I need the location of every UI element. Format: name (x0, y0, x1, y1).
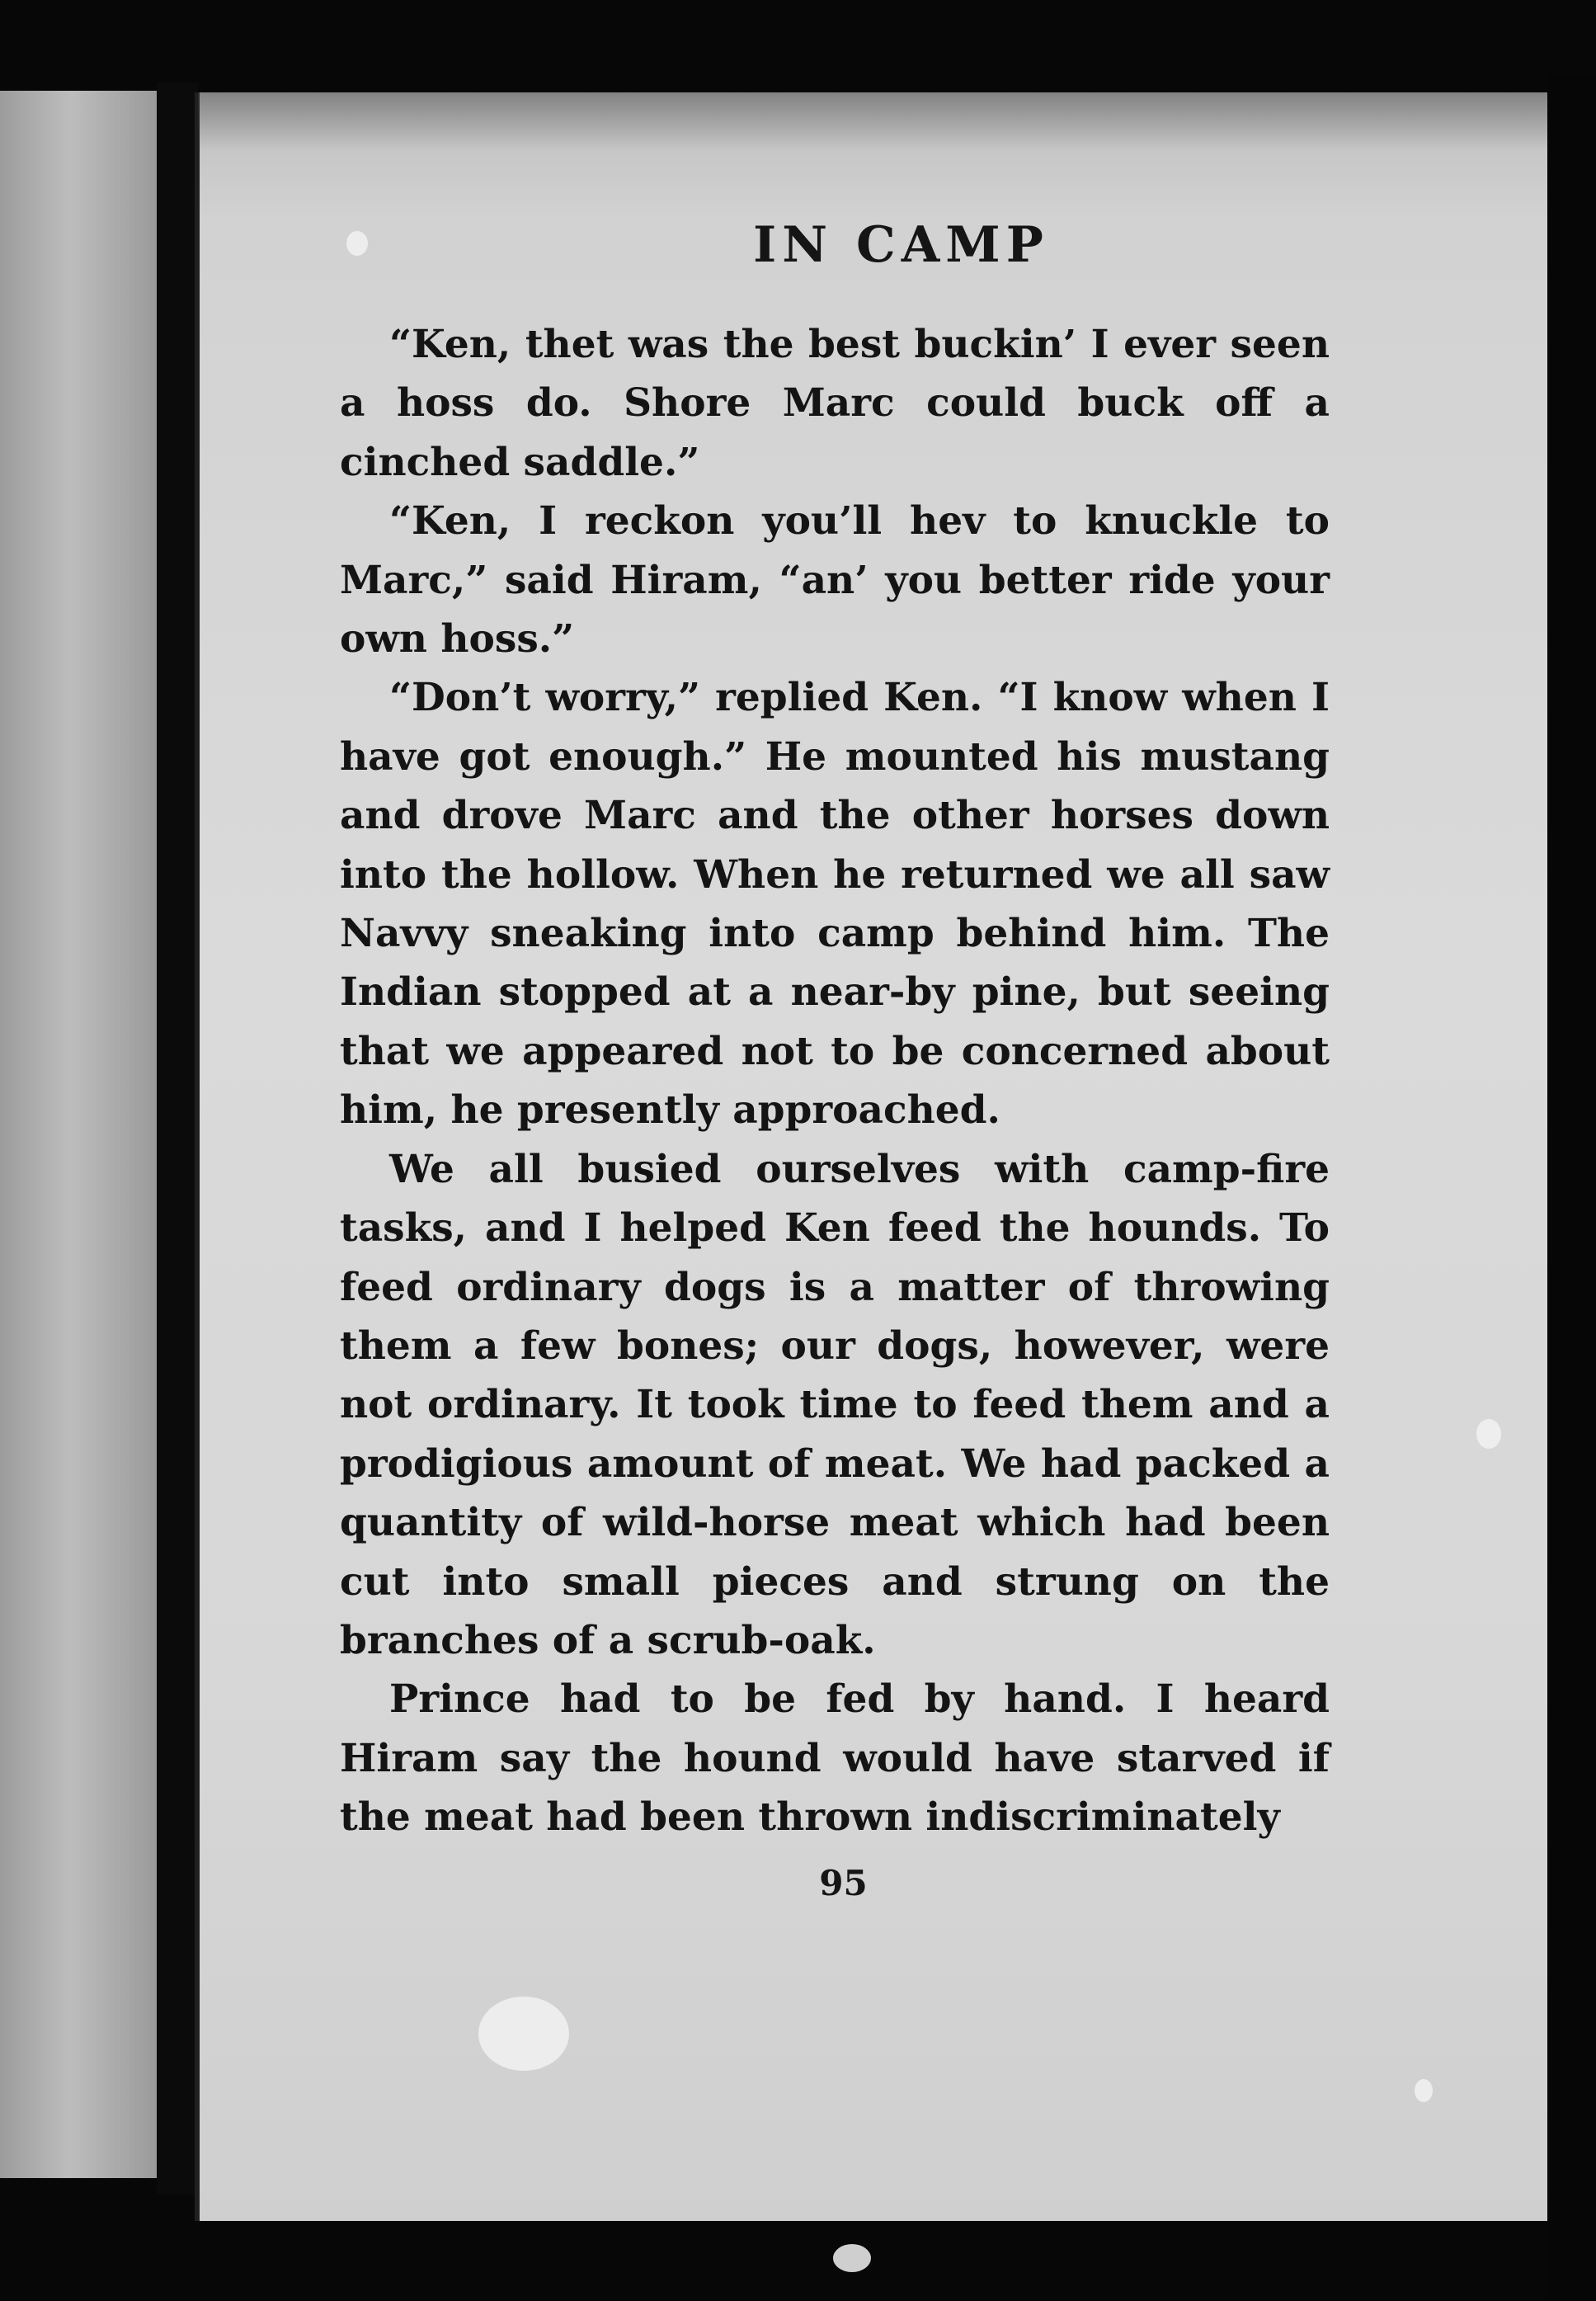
paragraph: “Ken, thet was the best buckin’ I ever seen a hoss do. Shore Marc could buck off a cinched saddle.” (340, 322, 1330, 485)
scan-dust-speck (1476, 1419, 1501, 1449)
body-text (340, 315, 1330, 1847)
running-head: IN CAMP (753, 216, 1049, 274)
paragraph: We all busied ourselves with camp-fire tasks, and I helped Ken feed the hounds. To feed ordinary dogs is a matter of throwing them a few bones; our dogs, however, were not ordinary. It took time to feed them and a prodigious amount of meat. We had packed a quantity of wild-horse meat which had been cut into small pieces and strung on the branches of a scrub-oak. (340, 1146, 1330, 1663)
paragraph: “Don’t worry,” replied Ken. “I know when I have got enough.” He mounted his mustang and drove Marc and the other horses down into the hollow. When he returned we all saw Navvy sneaking into camp behind him. The Indian stopped at a near-by pine, but seeing that we appeared not to be concerned about him, he presently approached. (340, 675, 1330, 1134)
scan-dust-speck (1415, 2079, 1433, 2102)
scan-border-right (1547, 74, 1596, 2301)
page-number: 95 (819, 1863, 868, 1903)
scan-dust-speck (833, 2244, 871, 2272)
scan-dust-speck (346, 231, 368, 256)
scan-dust-speck (478, 1997, 569, 2071)
paragraph: “Ken, I reckon you’ll hev to knuckle to Marc,” said Hiram, “an’ you better ride your own hoss.” (340, 498, 1330, 662)
page-top-shadow (198, 92, 1547, 150)
paragraph: Prince had to be fed by hand. I heard Hiram say the hound would have starved if the meat had been thrown indiscriminately (340, 1676, 1330, 1841)
